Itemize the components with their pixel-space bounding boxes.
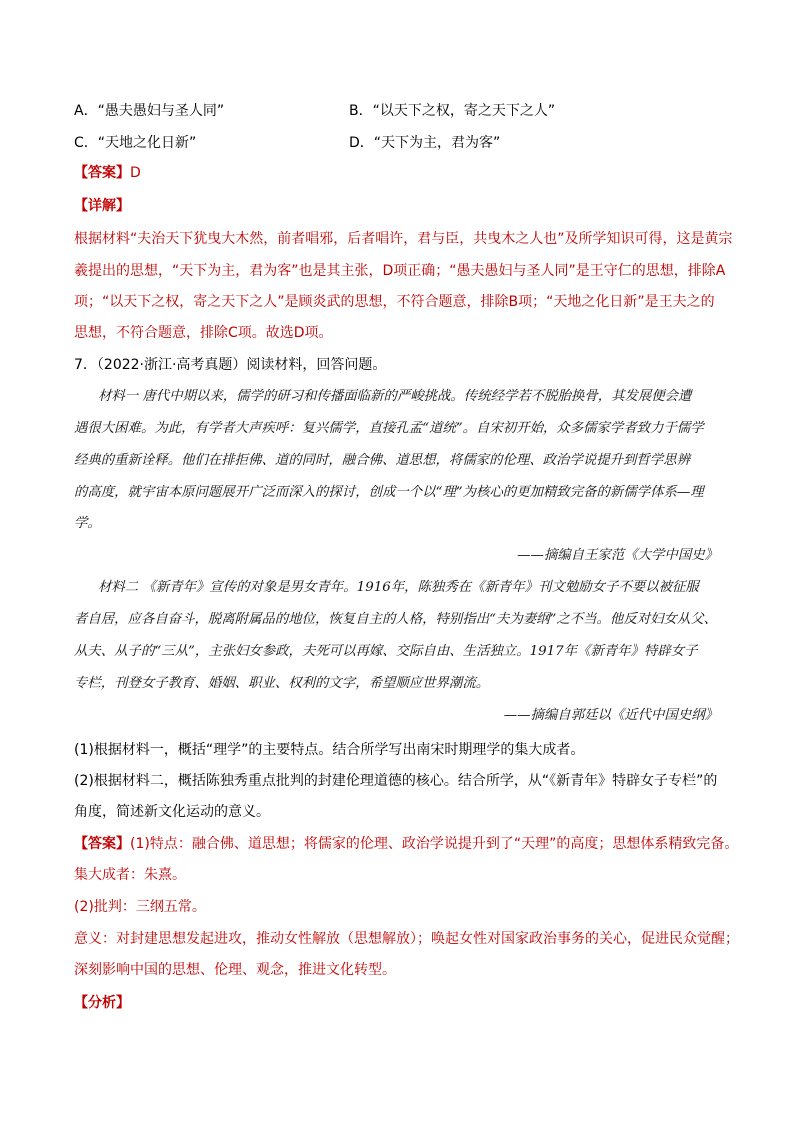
question-stem: 7．（2022·浙江·高考真题）阅读材料，回答问题。 <box>74 357 387 373</box>
sub-question: 角度，简述新文化运动的意义。 <box>74 804 270 820</box>
material1-line: 的高度，就宇宙本原问题展开广泛而深入的探讨，创成一个以“理”为核心的更加精致完备的新儒学体系—理 <box>74 485 704 500</box>
q7-answer-line <box>74 834 738 854</box>
option-b: B．“以天下之权，寄之天下之人” <box>349 103 556 119</box>
material1-source: ——摘编自王家范《大学中国史》 <box>517 548 718 563</box>
detail-line: 思想，不符合题意，排除C项。故选D项。 <box>74 325 333 341</box>
answer-line: (2)批判：三纲五常。 <box>74 899 206 915</box>
answer-line: 深刻影响中国的思想、伦理、观念，推进文化转型。 <box>74 962 396 978</box>
answer-tag: 【答案】 <box>74 165 130 181</box>
option-d: D．“天下为主，君为客” <box>349 135 501 151</box>
sub-question: (1)根据材料一，概括“理学”的主要特点。结合所学写出南宋时期理学的集大成者。 <box>74 742 585 758</box>
material2-line: 材料二 《新青年》宣传的对象是男女青年。1916年，陈独秀在《新青年》刊文勉励女子不要以被征服 <box>98 580 699 595</box>
answer-value: D <box>130 165 141 181</box>
detail-line: 项；“以天下之权，寄之天下之人”是顾炎武的思想，不符合题意，排除B项；“天地之化日新”是王夫之的 <box>74 294 715 310</box>
answer-tag: 【答案】 <box>74 836 130 852</box>
material1-line: 遇很大困难。为此，有学者大声疾呼：复兴儒学，直接孔孟“道统”。自宋初开始，众多儒家学者致力于儒学 <box>74 421 704 436</box>
answer-line: 意义：对封建思想发起进攻，推动女性解放（思想解放）；唤起女性对国家政治事务的关心，促进民众觉醒； <box>74 931 739 947</box>
material1-line: 经典的重新诠释。他们在排拒佛、道的同时，融合佛、道思想，将儒家的伦理、政治学说提升到哲学思辨 <box>74 453 690 468</box>
material2-line: 专栏，刊登女子教育、婚姻、职业、权利的文字，希望顺应世界潮流。 <box>74 676 490 691</box>
option-c: C．“天地之化日新” <box>74 135 197 151</box>
detail-line: 羲提出的思想，“天下为主，君为客”也是其主张，D项正确；“愚夫愚妇与圣人同”是王守仁的思想，排除A <box>74 263 726 279</box>
answer-text: (1)特点：融合佛、道思想；将儒家的伦理、政治学说提升到了“天理”的高度；思想体系精致完备。 <box>130 836 739 852</box>
material2-source: ——摘编自郭廷以《近代中国史纲》 <box>503 708 718 723</box>
q6-answer <box>74 163 141 183</box>
sub-question: (2)根据材料二，概括陈独秀重点批判的封建伦理道德的核心。结合所学，从“《新青年》特辟女子专栏”的 <box>74 773 718 789</box>
material2-line: 者自居，应各自奋斗，脱离附属品的地位，恢复自主的人格，特别指出“夫为妻纲”之不当。他反对妇女从父、 <box>74 612 718 627</box>
answer-line: 集大成者：朱熹。 <box>74 867 186 883</box>
analysis-tag: 【分析】 <box>74 995 130 1011</box>
detail-tag: 【详解】 <box>74 198 130 214</box>
material1-line: 学。 <box>74 516 101 531</box>
material2-line: 从夫、从子的“三从”，主张妇女参政，夫死可以再嫁、交际自由、生活独立。1917年《新青年》特辟女子 <box>74 644 698 659</box>
option-a: A．“愚夫愚妇与圣人同” <box>74 103 225 119</box>
material1-line: 材料一 唐代中期以来，儒学的研习和传播面临新的严峻挑战。传统经学若不脱胎换骨，其发展便会遭 <box>98 389 692 404</box>
detail-line: 根据材料“夫治天下犹曳大木然，前者唱邪，后者唱许，君与臣，共曳木之人也”及所学知识可得，这是黄宗 <box>74 231 733 247</box>
